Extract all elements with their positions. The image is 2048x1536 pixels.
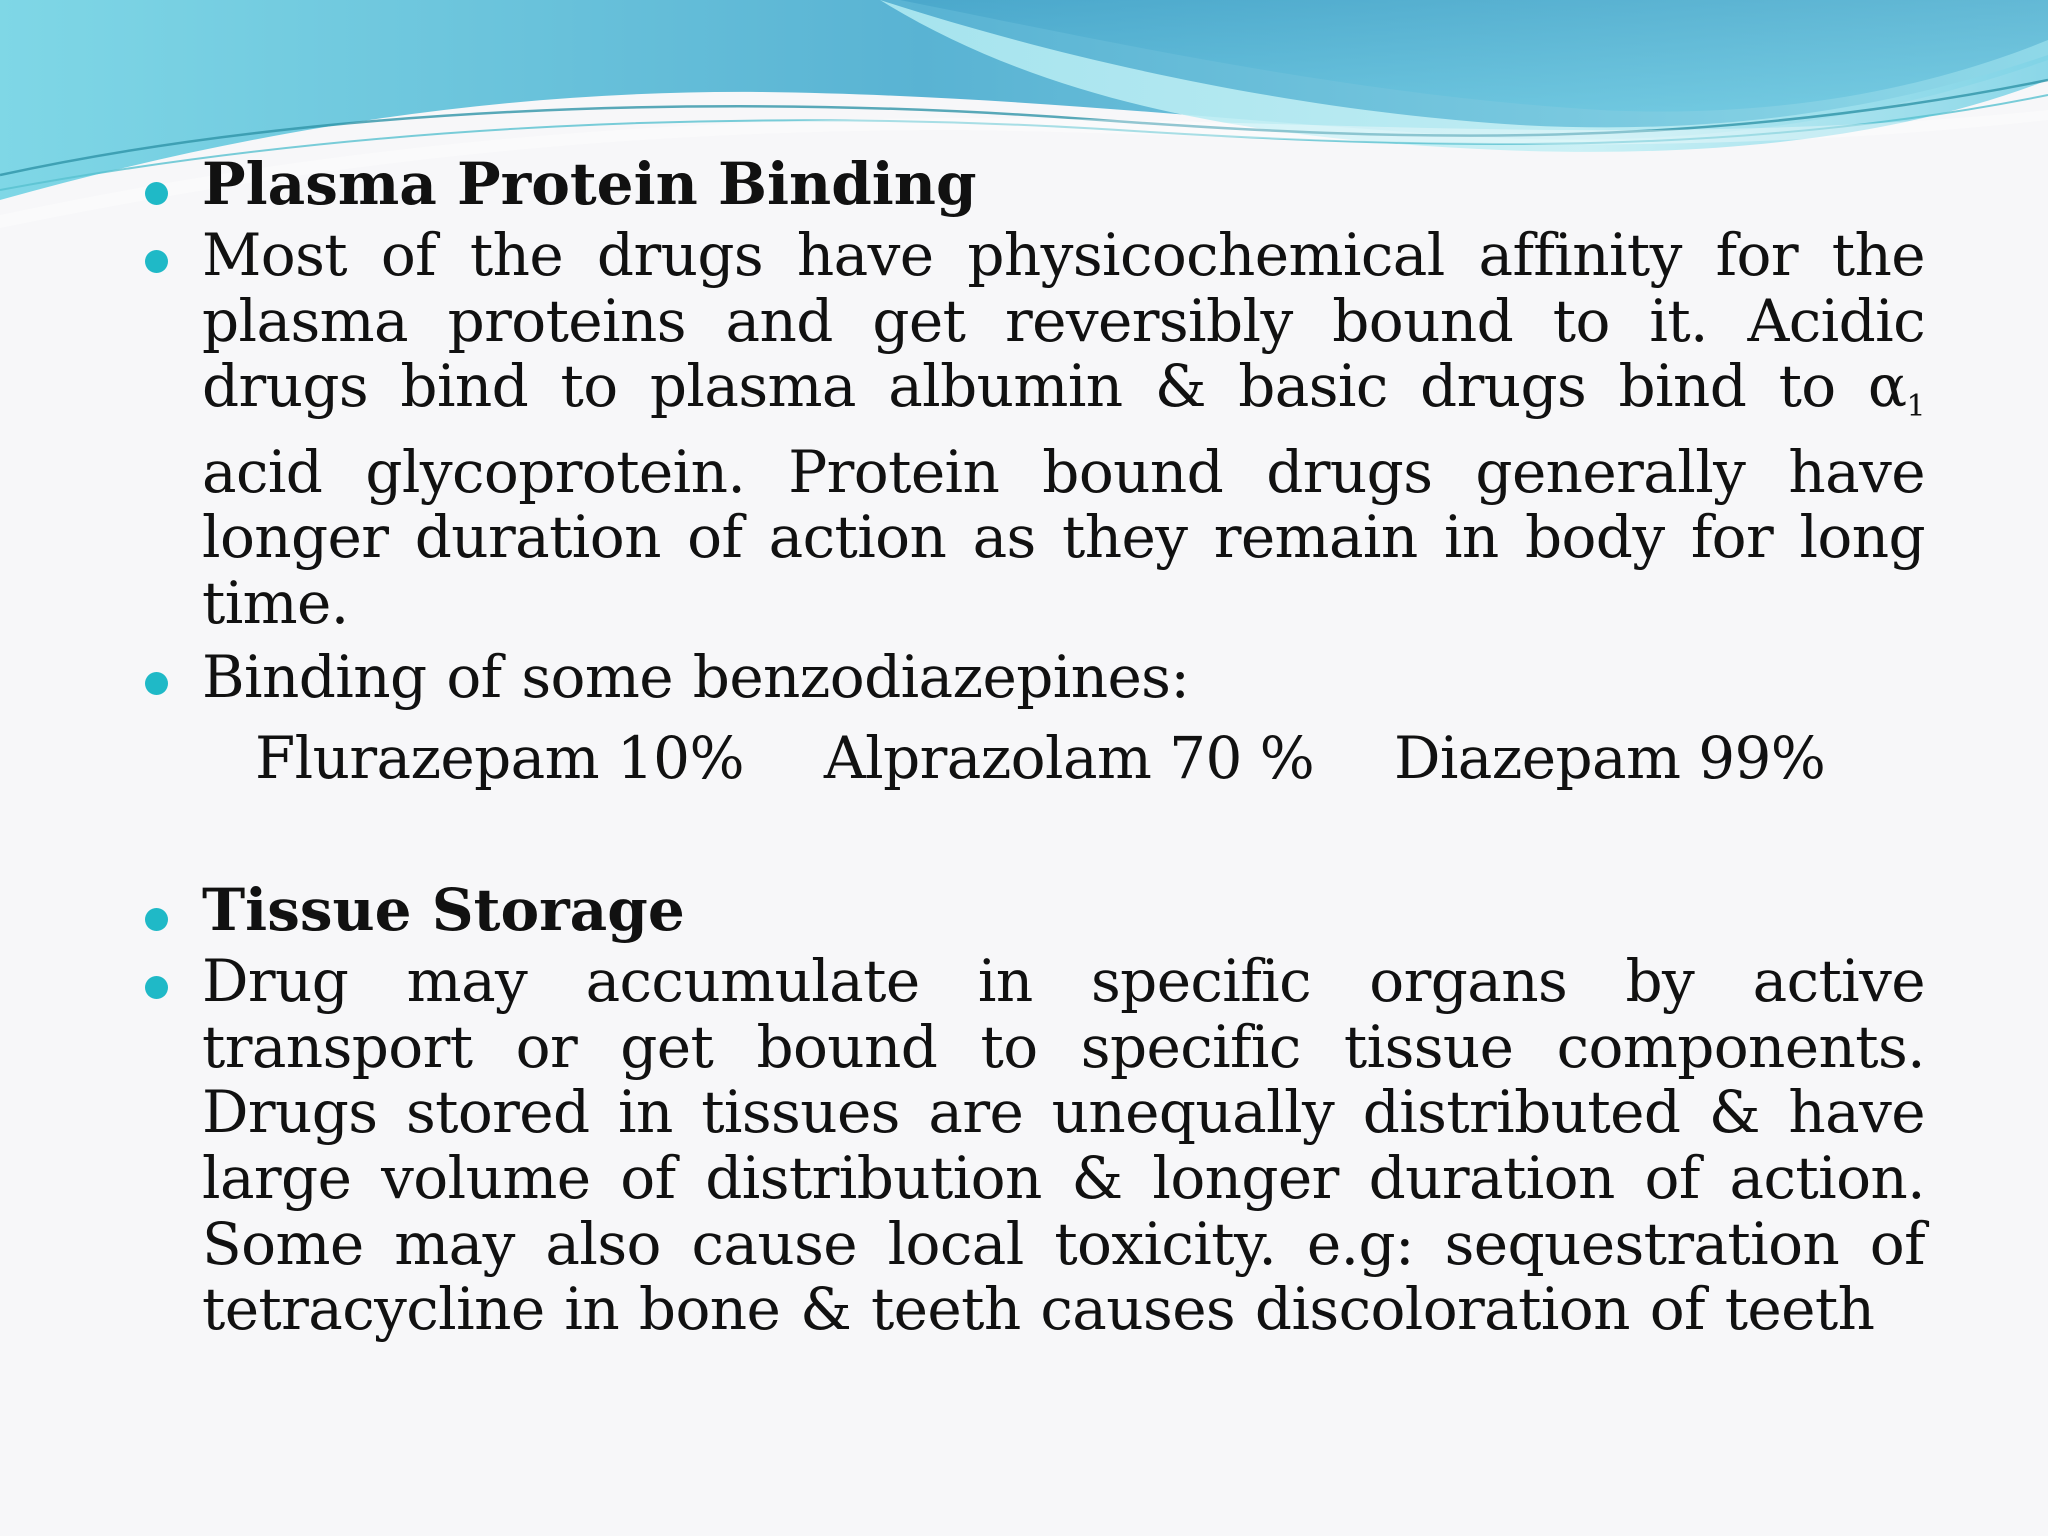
benzo-item-diazepam: Diazepam 99% — [1393, 724, 1826, 793]
benzodiazepine-intro — [145, 642, 1925, 711]
heading-text: Plasma Protein Binding — [202, 150, 977, 218]
plasma-protein-binding-description — [145, 223, 1925, 637]
slide-content — [145, 150, 1925, 1343]
benzo-intro-text: Binding of some benzodiazepines: — [202, 642, 1190, 711]
bullet-icon — [145, 976, 168, 999]
para-text-part1: Most of the drugs have physicochemical affinity for the plasma proteins and get reversibly bound to it. Acidic drugs bind to plasma albumin & basic drugs bind to α — [202, 221, 1925, 421]
tissue-storage-heading — [145, 876, 1925, 949]
tissue-storage-description — [145, 949, 1925, 1343]
bullet-icon — [145, 908, 168, 931]
alpha-subscript: 1 — [1906, 389, 1925, 425]
benzo-item-flurazepam: Flurazepam 10% — [255, 724, 744, 793]
benzo-item-alprazolam: Alprazolam 70 % — [823, 724, 1315, 793]
heading-text: Tissue Storage — [202, 876, 685, 945]
bullet-icon — [145, 182, 168, 205]
bullet-icon — [145, 672, 168, 695]
para-text-part2: acid glycoprotein. Protein bound drugs generally have longer duration of action as they remain in body for long time. — [202, 437, 1925, 637]
plasma-protein-binding-heading — [145, 150, 1925, 223]
bullet-icon — [145, 250, 168, 273]
benzodiazepine-binding-list — [145, 724, 1925, 792]
para-text: Drug may accumulate in specific organs by active transport or get bound to specific tissue components. Drugs stored in tissues are unequally distributed & have large volume of distribution & longer duration of action. Some may also cause local toxicity. e.g: sequestration of tetracycline in bone & teeth causes discoloration of teeth — [202, 947, 1925, 1344]
